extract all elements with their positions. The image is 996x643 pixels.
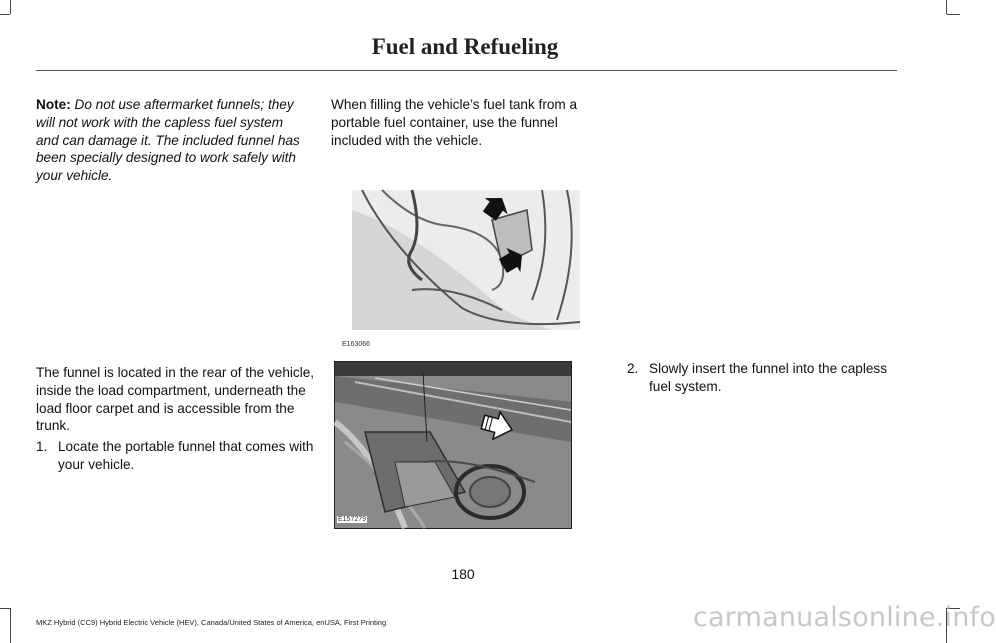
crop-mark-top-left-v xyxy=(10,0,11,14)
crop-mark-bottom-left-h xyxy=(0,608,10,609)
step-item xyxy=(36,438,316,474)
step-text: Locate the portable funnel that comes with your vehicle. xyxy=(58,439,314,472)
page-title: Fuel and Refueling xyxy=(371,34,559,59)
crop-mark-bottom-left-v xyxy=(10,608,11,643)
intro-paragraph: When filling the vehicle’s fuel tank from a portable fuel container, use the funnel included with the vehicle. xyxy=(331,97,578,148)
trunk-illustration xyxy=(352,190,580,330)
funnel-insertion-illustration xyxy=(334,361,572,529)
note-label: Note: xyxy=(36,97,71,112)
page-number: 180 xyxy=(451,566,475,582)
note-block xyxy=(36,96,308,185)
crop-mark-top-right-v xyxy=(946,0,947,14)
note-text: Do not use aftermarket funnels; they will not work with the capless fuel system and can damage it. The included funnel has been specially designed to work safely with your vehicle. xyxy=(36,97,300,184)
header-rule xyxy=(36,70,897,71)
step-number: 2. xyxy=(627,361,639,376)
figure-code: E163066 xyxy=(342,341,371,348)
step-text: Slowly insert the funnel into the capless fuel system. xyxy=(649,361,888,394)
footer-text: MKZ Hybrid (CC9) Hybrid Electric Vehicle (HEV), Canada/United States of America, enUSA, First Printing xyxy=(36,618,387,627)
step-item xyxy=(627,360,899,396)
crop-mark-top-left-h xyxy=(0,14,10,15)
watermark: carmanualsonline.info xyxy=(693,602,996,633)
step-number: 1. xyxy=(36,439,48,454)
crop-mark-top-right-h xyxy=(947,14,960,15)
figure-code: E157279 xyxy=(338,516,367,523)
location-paragraph: The funnel is located in the rear of the vehicle, inside the load compartment, underneath the load floor carpet and is accessible from the trunk. xyxy=(36,365,315,434)
